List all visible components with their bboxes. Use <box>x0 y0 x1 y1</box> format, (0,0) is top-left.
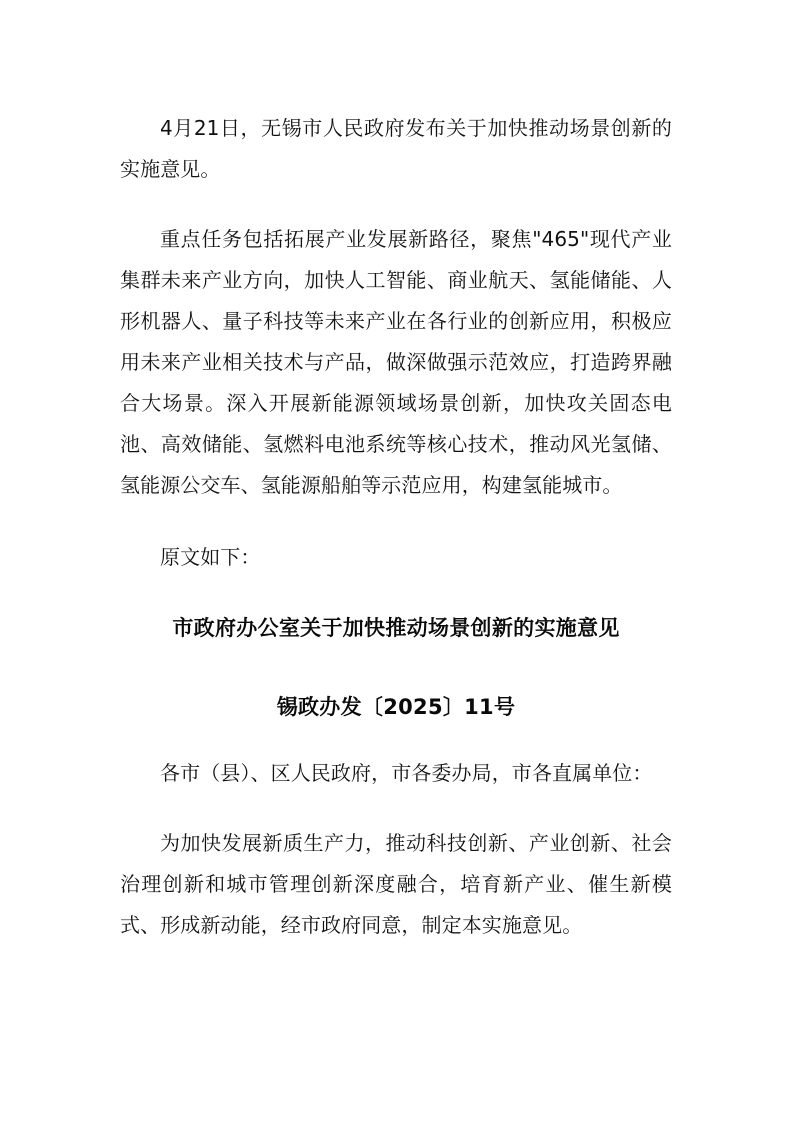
paragraph-purpose: 为加快发展新质生产力，推动科技创新、产业创新、社会治理创新和城市管理创新深度融合，培育新产业、催生新模式、形成新动能，经市政府同意，制定本实施意见。 <box>120 831 672 937</box>
paragraph-block-intro <box>120 108 672 190</box>
paragraph-block-purpose <box>120 823 672 946</box>
document-title: 市政府办公室关于加快推动场景创新的实施意见 <box>172 616 620 640</box>
paragraph-recipients: 各市（县）、区人民政府，市各委办局，市各直属单位： <box>160 761 653 785</box>
heading-block-title <box>100 608 692 649</box>
paragraph-original-text-lead: 原文如下： <box>160 545 261 569</box>
paragraph-block-original-lead <box>120 537 672 578</box>
document-number: 锡政办发〔2025〕11号 <box>276 695 516 719</box>
paragraph-block-recipients <box>120 753 672 794</box>
paragraph-block-summary <box>120 219 672 506</box>
paragraph-summary: 重点任务包括拓展产业发展新路径，聚焦"465"现代产业集群未来产业方向，加快人工智能、商业航天、氢能储能、人形机器人、量子科技等未来产业在各行业的创新应用，积极应用未来产业相关技术与产品，做深做强示范效应，打造跨界融合大场景。深入开展新能源领域场景创新，加快攻关固态电池、高效储能、氢燃料电池系统等核心技术，推动风光氢储、氢能源公交车、氢能源船舶等示范应用，构建氢能城市。 <box>120 227 672 497</box>
paragraph-intro: 4月21日，无锡市人民政府发布关于加快推动场景创新的实施意见。 <box>120 116 672 181</box>
heading-block-document-number <box>100 687 692 728</box>
